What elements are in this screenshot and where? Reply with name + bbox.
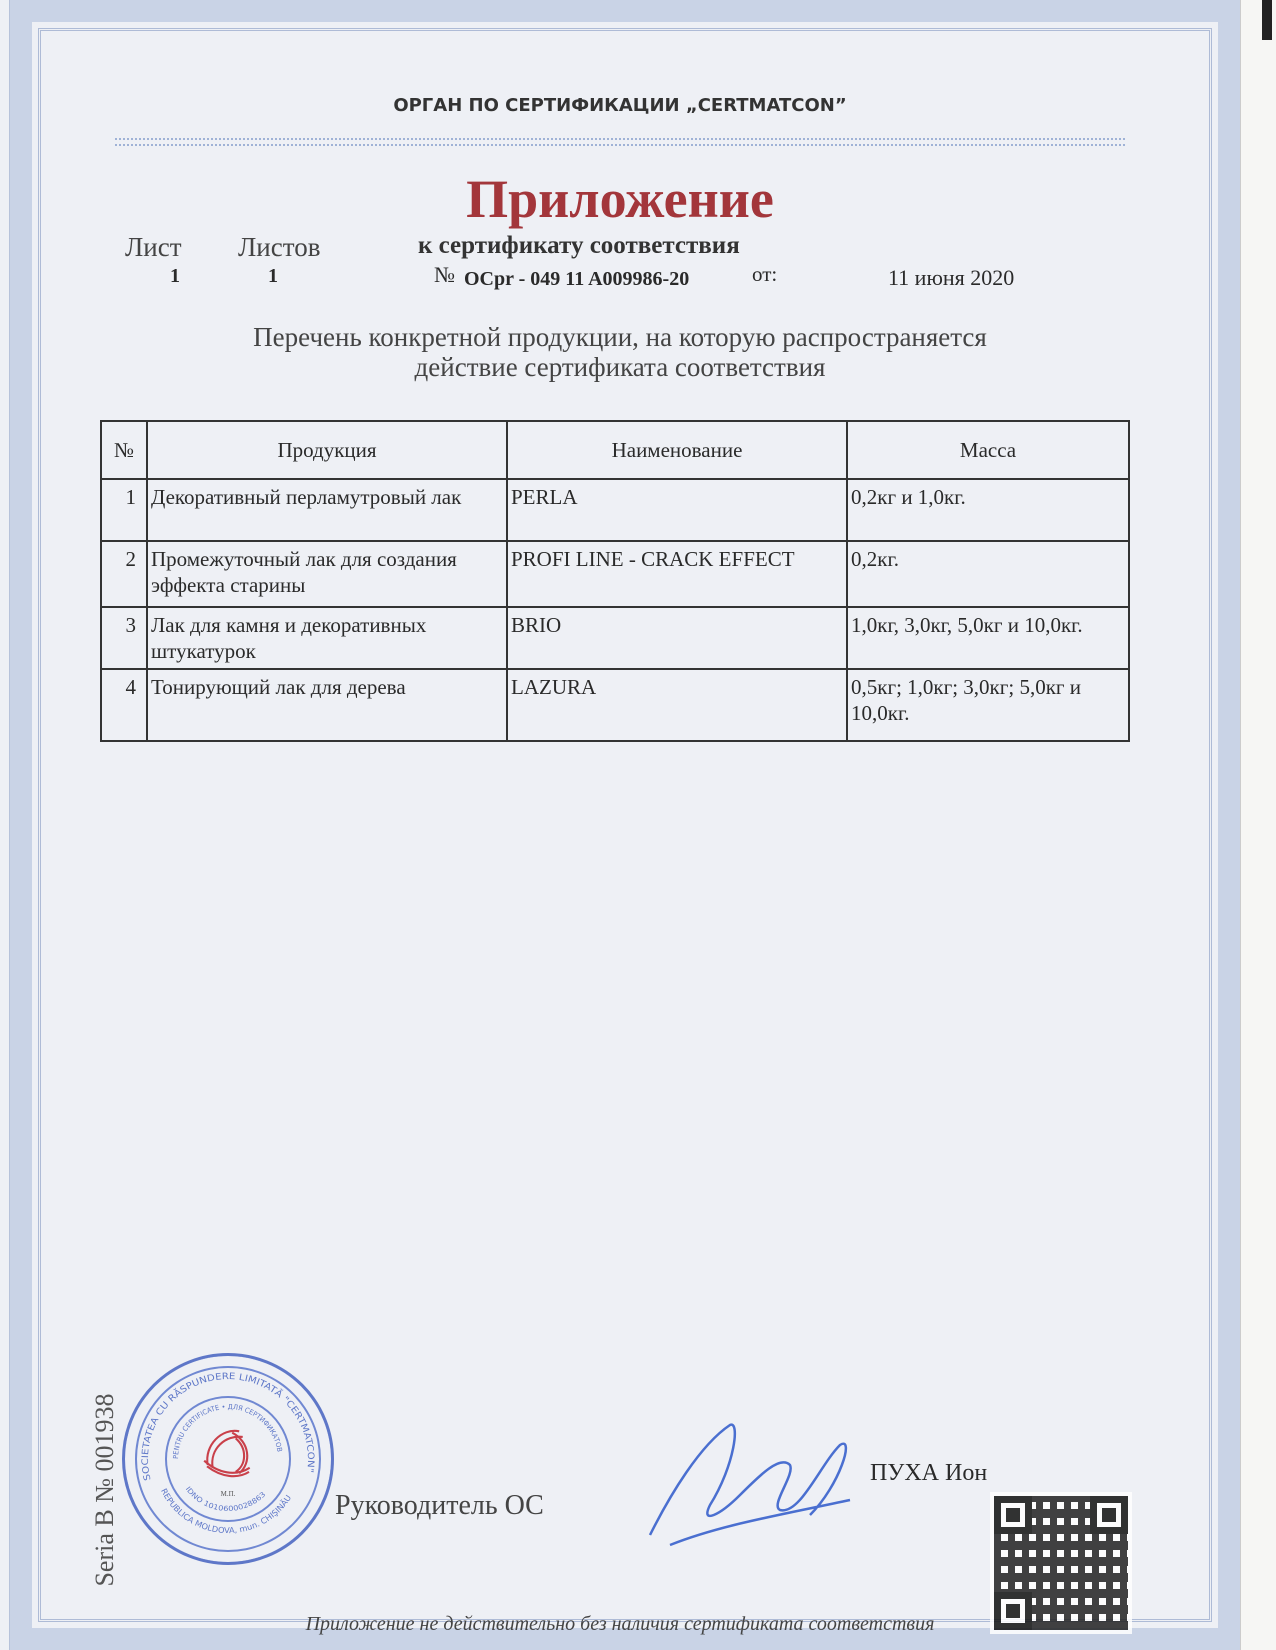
list-description (0, 322, 1240, 382)
stamp-bottom-text: REPUBLICA MOLDOVA, mun. CHIŞINĂU (159, 1487, 293, 1536)
stamp-outer-text: SOCIETATEA CU RĂSPUNDERE LIMITATĂ "CERTMATCON" (140, 1372, 316, 1482)
col-header-product: Продукция (147, 421, 507, 479)
products-table (100, 420, 1130, 742)
table-row (101, 669, 1129, 741)
description-line: действие сертификата соответствия (414, 352, 826, 382)
cell-mass: 0,2кг. (847, 541, 1129, 607)
col-header-mass: Масса (847, 421, 1129, 479)
cell-mass: 0,2кг и 1,0кг. (847, 479, 1129, 541)
cell-name: PERLA (507, 479, 847, 541)
footer-note: Приложение не действительно без наличия сертификата соответствия (305, 1613, 935, 1635)
cell-number: 4 (101, 669, 147, 741)
description-line: Перечень конкретной продукции, на которую распространяется (253, 322, 987, 352)
table-row (101, 607, 1129, 669)
cell-product: Лак для камня и декоративных штукатурок (147, 607, 507, 669)
cell-name: LAZURA (507, 669, 847, 741)
document-subtitle: к сертификату соответствия (418, 232, 740, 259)
cell-name: PROFI LINE - CRACK EFFECT (507, 541, 847, 607)
signatory-role: Руководитель ОС (335, 1490, 544, 1521)
cell-number: 2 (101, 541, 147, 607)
document-title: Приложение (466, 169, 774, 229)
sheet-label: Лист (125, 232, 182, 262)
stamp-logo-icon (122, 1353, 334, 1565)
organization-name: ОРГАН ПО СЕРТИФИКАЦИИ „CERTMATCON” (393, 95, 847, 116)
official-stamp (122, 1353, 334, 1565)
cell-product: Промежуточный лак для создания эффекта старины (147, 541, 507, 607)
col-header-number: № (101, 421, 147, 479)
number-prefix: № (434, 262, 455, 287)
table-header-row (101, 421, 1129, 479)
cell-name: BRIO (507, 607, 847, 669)
handwritten-signature (640, 1405, 870, 1565)
certificate-number: OCpr - 049 11 A009986-20 (464, 268, 690, 290)
cell-number: 1 (101, 479, 147, 541)
col-header-name: Наименование (507, 421, 847, 479)
stamp-idno: IDNO 1010600028863 (183, 1485, 267, 1514)
cell-number: 3 (101, 607, 147, 669)
table-row (101, 541, 1129, 607)
cell-mass: 1,0кг, 3,0кг, 5,0кг и 10,0кг. (847, 607, 1129, 669)
cell-product: Тонирующий лак для дерева (147, 669, 507, 741)
sheet-value: 1 (170, 265, 180, 287)
table-row (101, 479, 1129, 541)
serial-number: Seria B № 001938 (90, 1393, 119, 1587)
cell-mass: 0,5кг; 1,0кг; 3,0кг; 5,0кг и 10,0кг. (847, 669, 1129, 741)
stamp-inner-text: PENTRU CERTIFICATE • ДЛЯ СЕРТИФИКАТОВ (171, 1402, 284, 1460)
svg-text:SOCIETATEA CU RĂSPUNDERE LIMIT (141, 1372, 315, 1481)
cell-product: Декоративный перламутровый лак (147, 479, 507, 541)
stamp-mp: М.П. (220, 1490, 236, 1498)
decorative-divider (115, 138, 1125, 146)
page-edge (1240, 0, 1276, 1650)
sheets-value: 1 (268, 265, 278, 287)
signatory-name: ПУХА Ион (870, 1460, 988, 1486)
date-prefix: от: (752, 262, 778, 286)
certificate-date: 11 июня 2020 (888, 265, 1015, 290)
sheets-label: Листов (238, 232, 321, 262)
